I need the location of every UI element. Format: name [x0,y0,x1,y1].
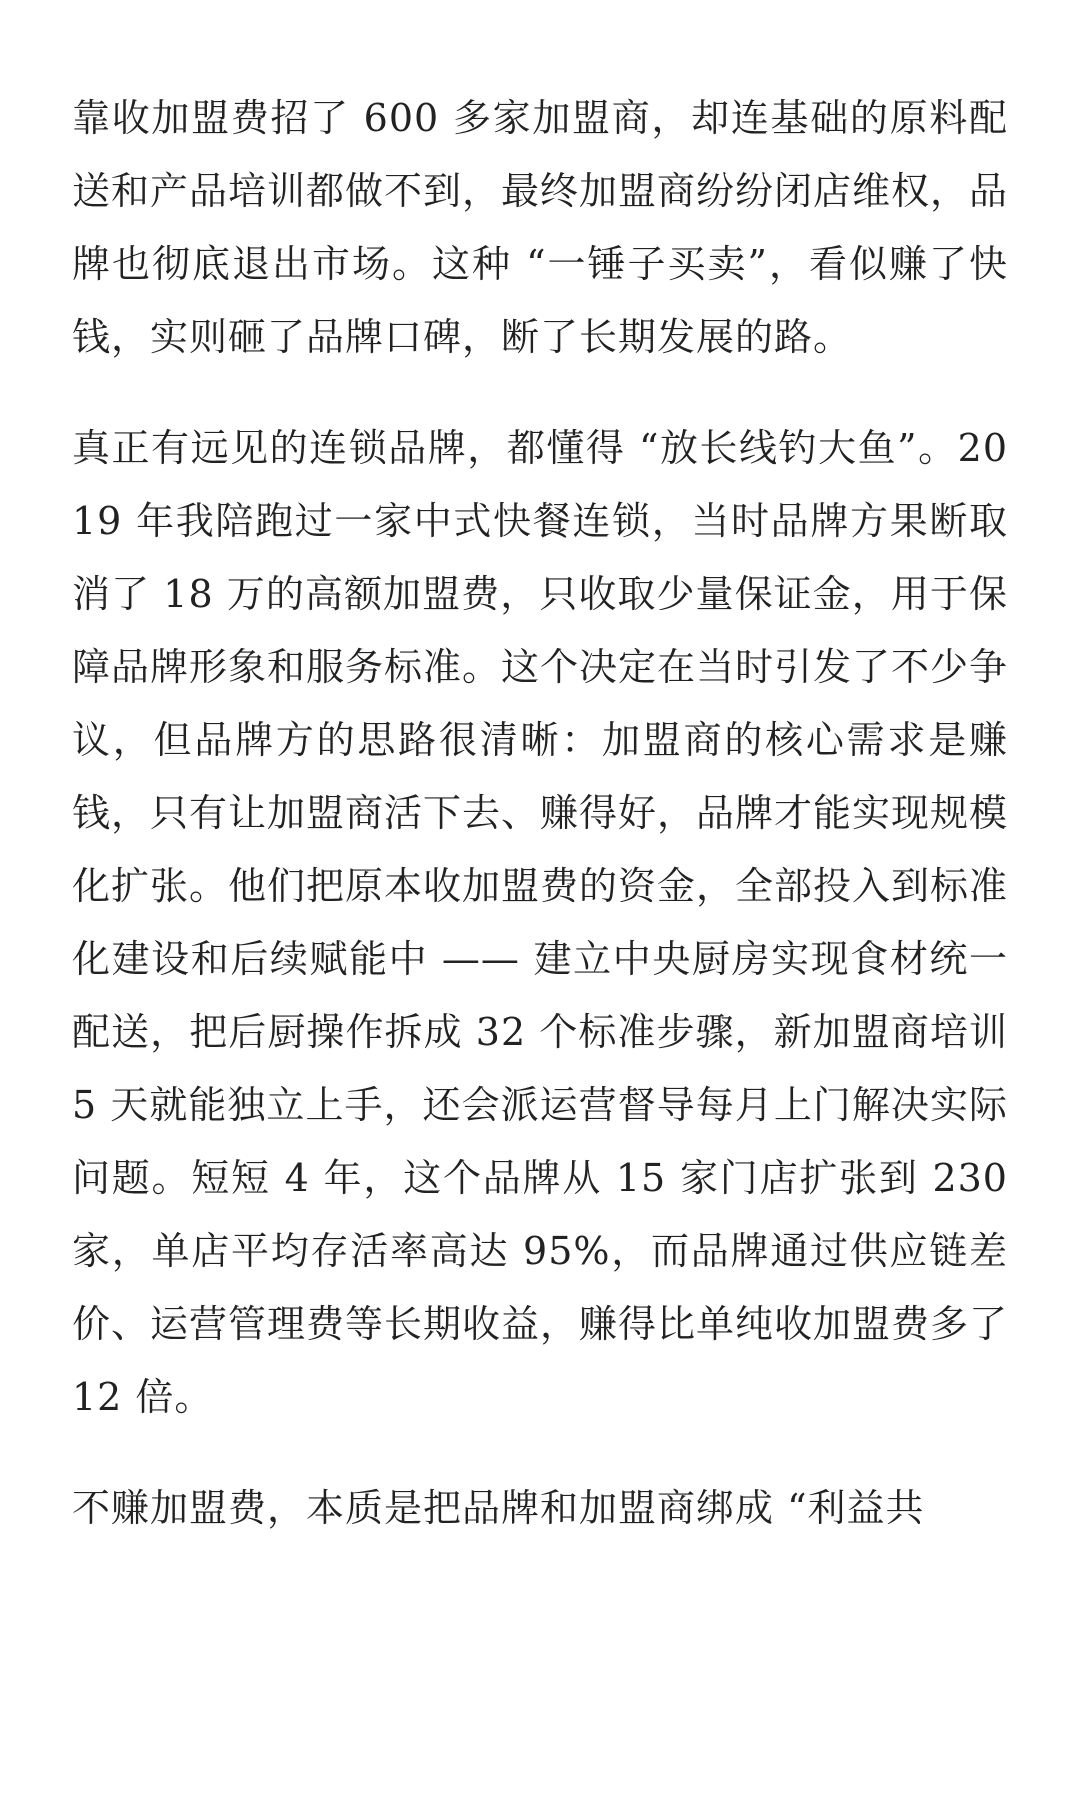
article-paragraph-1: 靠收加盟费招了 600 多家加盟商，却连基础的原料配送和产品培训都做不到，最终加盟商纷纷闭店维权，品牌也彻底退出市场。这种 “一锤子买卖”，看似赚了快钱，实则砸了品牌口碑，断了长期发展的路。 [72,96,1009,359]
article-paragraph-2: 真正有远见的连锁品牌，都懂得 “放长线钓大鱼”。2019 年我陪跑过一家中式快餐连锁，当时品牌方果断取消了 18 万的高额加盟费，只收取少量保证金，用于保障品牌形象和服务标准。这个决定在当时引发了不少争议，但品牌方的思路很清晰：加盟商的核心需求是赚钱，只有让加盟商活下去、赚得好，品牌才能实现规模化扩张。他们把原本收加盟费的资金，全部投入到标准化建设和后续赋能中 —— 建立中央厨房实现食材统一配送，把后厨操作拆成 32 个标准步骤，新加盟商培训 5 天就能独立上手，还会派运营督导每月上门解决实际问题。短短 4 年，这个品牌从 15 家门店扩张到 230 家，单店平均存活率高达 95%，而品牌通过供应链差价、运营管理费等长期收益，赚得比单纯收加盟费多了 12 倍。 [72,426,1009,1419]
article-paragraph-3: 不赚加盟费，本质是把品牌和加盟商绑成 “利益共 [72,1486,925,1530]
